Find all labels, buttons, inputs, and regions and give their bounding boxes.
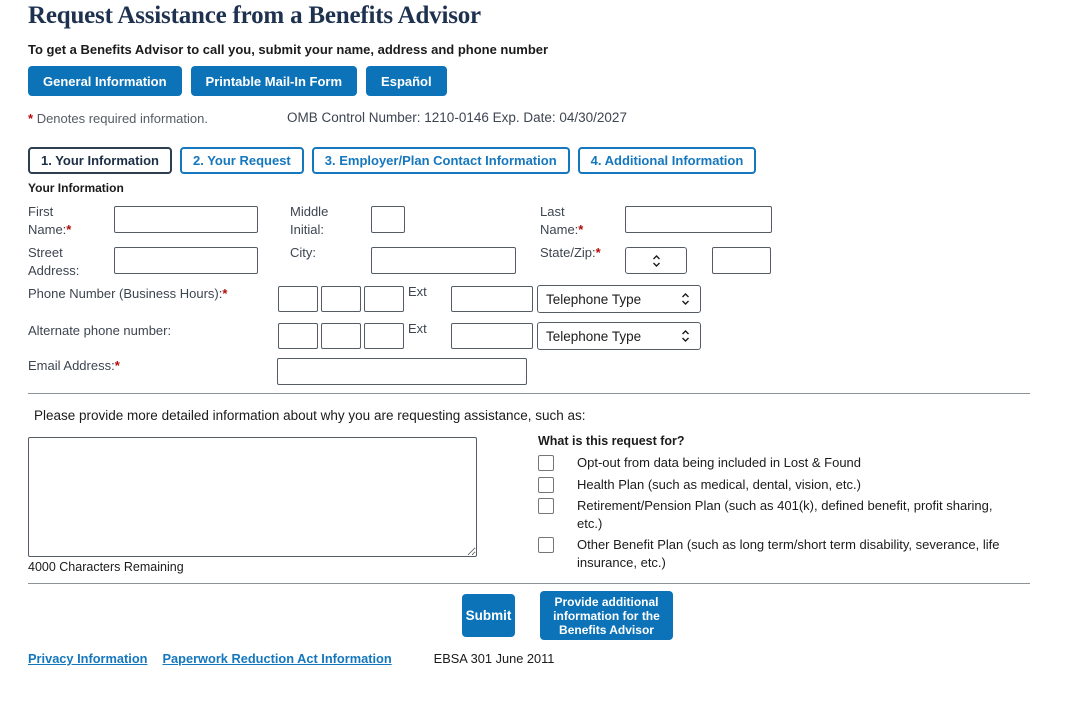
page-title: Request Assistance from a Benefits Advisor bbox=[28, 2, 481, 29]
tab-your-information[interactable]: 1. Your Information bbox=[28, 147, 172, 174]
state-select[interactable] bbox=[625, 247, 687, 274]
stepper-arrows-icon bbox=[651, 253, 662, 269]
last-name-required-asterisk: * bbox=[578, 222, 584, 237]
request-detail-prompt: Please provide more detailed information about why you are requesting assistance, such as: bbox=[34, 408, 586, 423]
printable-mail-in-form-button[interactable]: Printable Mail-In Form bbox=[191, 66, 358, 96]
retirement-plan-checkbox-label: Retirement/Pension Plan (such as 401(k), defined benefit, profit sharing, etc.) bbox=[577, 498, 993, 531]
city-label: City: bbox=[290, 245, 316, 260]
phone-business-part3-input[interactable] bbox=[364, 286, 404, 312]
phone-alternate-part2-input[interactable] bbox=[321, 323, 361, 349]
required-note bbox=[28, 111, 208, 126]
phone-alternate-ext-label: Ext bbox=[408, 321, 427, 336]
page-subtitle: To get a Benefits Advisor to call you, submit your name, address and phone number bbox=[28, 42, 549, 57]
other-benefit-plan-checkbox[interactable] bbox=[538, 537, 554, 553]
submit-button[interactable]: Submit bbox=[462, 594, 515, 637]
espanol-button[interactable]: Español bbox=[366, 66, 447, 96]
middle-initial-input[interactable] bbox=[371, 206, 405, 233]
stepper-arrows-icon bbox=[680, 291, 691, 307]
email-input[interactable] bbox=[277, 358, 527, 385]
checkbox-row-other-benefit-plan bbox=[538, 536, 1000, 571]
checkbox-row-opt-out bbox=[538, 454, 1000, 472]
tab-employer-plan-contact[interactable]: 3. Employer/Plan Contact Information bbox=[312, 147, 570, 174]
privacy-information-link[interactable]: Privacy Information bbox=[28, 651, 148, 666]
request-for-group bbox=[538, 434, 1000, 575]
phone-business-part2-input[interactable] bbox=[321, 286, 361, 312]
email-required-asterisk: * bbox=[114, 358, 120, 373]
provide-additional-info-button[interactable]: Provide additional information for the Benefits Advisor bbox=[540, 591, 673, 640]
section-divider bbox=[28, 393, 1030, 394]
phone-business-label: Phone Number (Business Hours):* bbox=[28, 286, 228, 301]
zip-input[interactable] bbox=[712, 247, 771, 274]
retirement-plan-checkbox[interactable] bbox=[538, 498, 554, 514]
request-for-heading: What is this request for? bbox=[538, 434, 685, 448]
first-name-required-asterisk: * bbox=[66, 222, 72, 237]
state-zip-required-asterisk: * bbox=[595, 245, 601, 260]
phone-business-required-asterisk: * bbox=[222, 286, 228, 301]
checkbox-row-health-plan bbox=[538, 476, 1000, 494]
tab-additional-information[interactable]: 4. Additional Information bbox=[578, 147, 757, 174]
street-address-label: Street Address: bbox=[28, 245, 80, 278]
omb-control-number: OMB Control Number: 1210-0146 Exp. Date: 04/30/2027 bbox=[287, 110, 627, 125]
opt-out-checkbox-label: Opt-out from data being included in Lost & Found bbox=[577, 455, 862, 470]
required-asterisk: * bbox=[28, 111, 34, 126]
phone-alternate-type-value: Telephone Type bbox=[546, 328, 642, 344]
phone-alternate-part1-input[interactable] bbox=[278, 323, 318, 349]
city-input[interactable] bbox=[371, 247, 516, 274]
health-plan-checkbox-label: Health Plan (such as medical, dental, vision, etc.) bbox=[577, 476, 861, 492]
middle-initial-label: Middle Initial: bbox=[290, 204, 329, 237]
tab-your-request[interactable]: 2. Your Request bbox=[180, 147, 304, 174]
street-address-input[interactable] bbox=[114, 247, 258, 274]
last-name-label: Last Name:* bbox=[540, 204, 584, 237]
health-plan-checkbox[interactable] bbox=[538, 477, 554, 493]
phone-business-ext-input[interactable] bbox=[451, 286, 533, 312]
state-zip-label: State/Zip:* bbox=[540, 245, 601, 260]
phone-business-part1-input[interactable] bbox=[278, 286, 318, 312]
characters-remaining: 4000 Characters Remaining bbox=[28, 560, 184, 574]
general-information-button[interactable]: General Information bbox=[28, 66, 182, 96]
required-note-text: Denotes required information. bbox=[36, 111, 208, 126]
phone-alternate-ext-input[interactable] bbox=[451, 323, 533, 349]
opt-out-checkbox[interactable] bbox=[538, 455, 554, 471]
first-name-input[interactable] bbox=[114, 206, 258, 233]
phone-business-ext-label: Ext bbox=[408, 284, 427, 299]
phone-alternate-label: Alternate phone number: bbox=[28, 323, 172, 338]
phone-business-type-value: Telephone Type bbox=[546, 291, 642, 307]
phone-business-type-select[interactable] bbox=[537, 285, 701, 313]
checkbox-row-retirement-plan bbox=[538, 497, 1000, 532]
form-id-text: EBSA 301 June 2011 bbox=[433, 651, 555, 666]
bottom-divider bbox=[28, 583, 1030, 584]
paperwork-reduction-act-link[interactable]: Paperwork Reduction Act Information bbox=[162, 651, 392, 666]
top-button-row bbox=[28, 66, 447, 96]
email-label: Email Address:* bbox=[28, 358, 120, 373]
section-heading-your-information: Your Information bbox=[28, 181, 124, 195]
phone-alternate-type-select[interactable] bbox=[537, 322, 701, 350]
footer bbox=[28, 651, 554, 666]
stepper-arrows-icon bbox=[680, 328, 691, 344]
first-name-label: First Name:* bbox=[28, 204, 72, 237]
step-tabs bbox=[28, 147, 756, 174]
last-name-input[interactable] bbox=[625, 206, 772, 233]
phone-alternate-part3-input[interactable] bbox=[364, 323, 404, 349]
other-benefit-plan-checkbox-label: Other Benefit Plan (such as long term/short term disability, severance, life insurance, etc.) bbox=[577, 537, 1000, 570]
request-detail-textarea[interactable] bbox=[28, 437, 477, 557]
